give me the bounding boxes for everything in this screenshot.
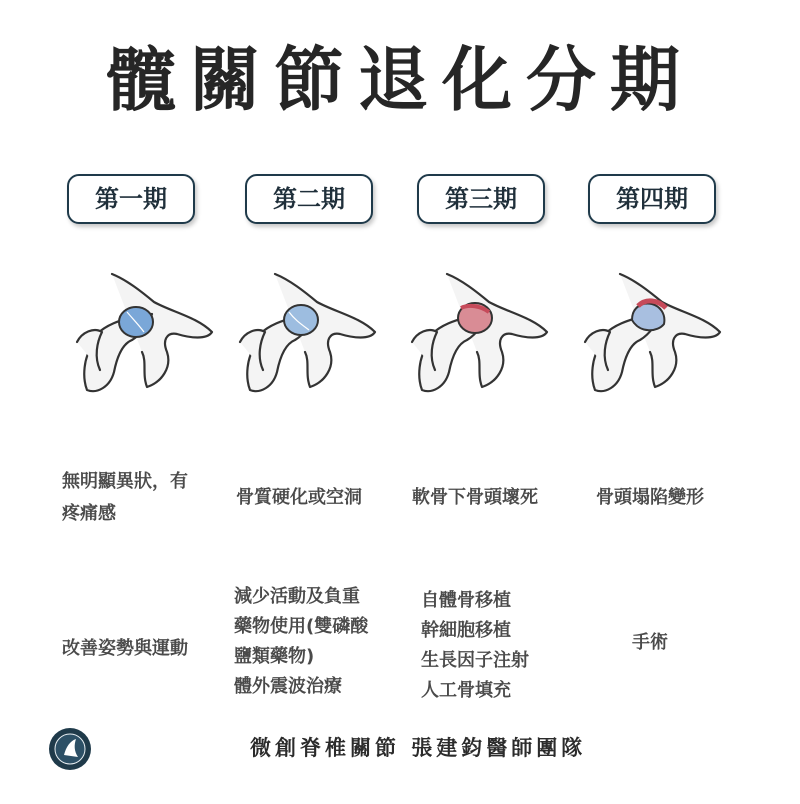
stage-2-treatment-item: 減少活動及負重: [234, 586, 360, 607]
stage-4-treatment-item: 手術: [632, 632, 668, 653]
team-logo-icon: [48, 727, 92, 771]
stage-2-symptom: [236, 482, 362, 514]
stage-4-symptom: [596, 482, 704, 514]
stage-1-label: 第一期: [67, 174, 195, 224]
hip-joint-illustration-stage-3: [407, 262, 557, 397]
stage-1-symptom-line-1: 無明顯異狀，有: [62, 471, 188, 492]
stage-1-treatment: [62, 634, 188, 664]
stage-3-treatment-item: 生長因子注射: [421, 650, 529, 671]
hip-joint-illustration-stage-2: [235, 262, 385, 397]
hip-joint-illustration-stage-4: [580, 262, 730, 397]
stage-2-label: 第二期: [245, 174, 373, 224]
stage-1-symptom-line-2: 疼痛感: [62, 503, 116, 524]
page-title: 髖關節退化分期: [106, 39, 694, 121]
stage-1-symptom: [62, 466, 188, 530]
stage-4-label: 第四期: [588, 174, 716, 224]
stage-4-symptom-line-1: 骨頭塌陷變形: [596, 487, 704, 508]
footer-team-name: 微創脊椎關節 張建鈞醫師團隊: [250, 736, 587, 760]
stage-3-label: 第三期: [417, 174, 545, 224]
stage-3-treatment-item: 自體骨移植: [421, 590, 511, 611]
stage-2-treatment-item: 藥物使用(雙磷酸: [234, 616, 369, 637]
stage-3-treatment: [421, 586, 529, 706]
stage-2-treatment-item: 體外震波治療: [234, 676, 342, 697]
stage-3-symptom-line-1: 軟骨下骨頭壞死: [412, 487, 538, 508]
stage-2-treatment: [234, 582, 368, 702]
stage-2-treatment-item: 鹽類藥物): [234, 646, 315, 667]
stage-3-treatment-item: 人工骨填充: [421, 680, 511, 701]
stage-2-symptom-line-1: 骨質硬化或空洞: [236, 487, 362, 508]
stage-1-treatment-item: 改善姿勢與運動: [62, 638, 188, 659]
stage-4-treatment: [632, 628, 668, 658]
stage-3-symptom: [412, 482, 538, 514]
stage-3-treatment-item: 幹細胞移植: [421, 620, 511, 641]
hip-joint-illustration-stage-1: [72, 262, 222, 397]
